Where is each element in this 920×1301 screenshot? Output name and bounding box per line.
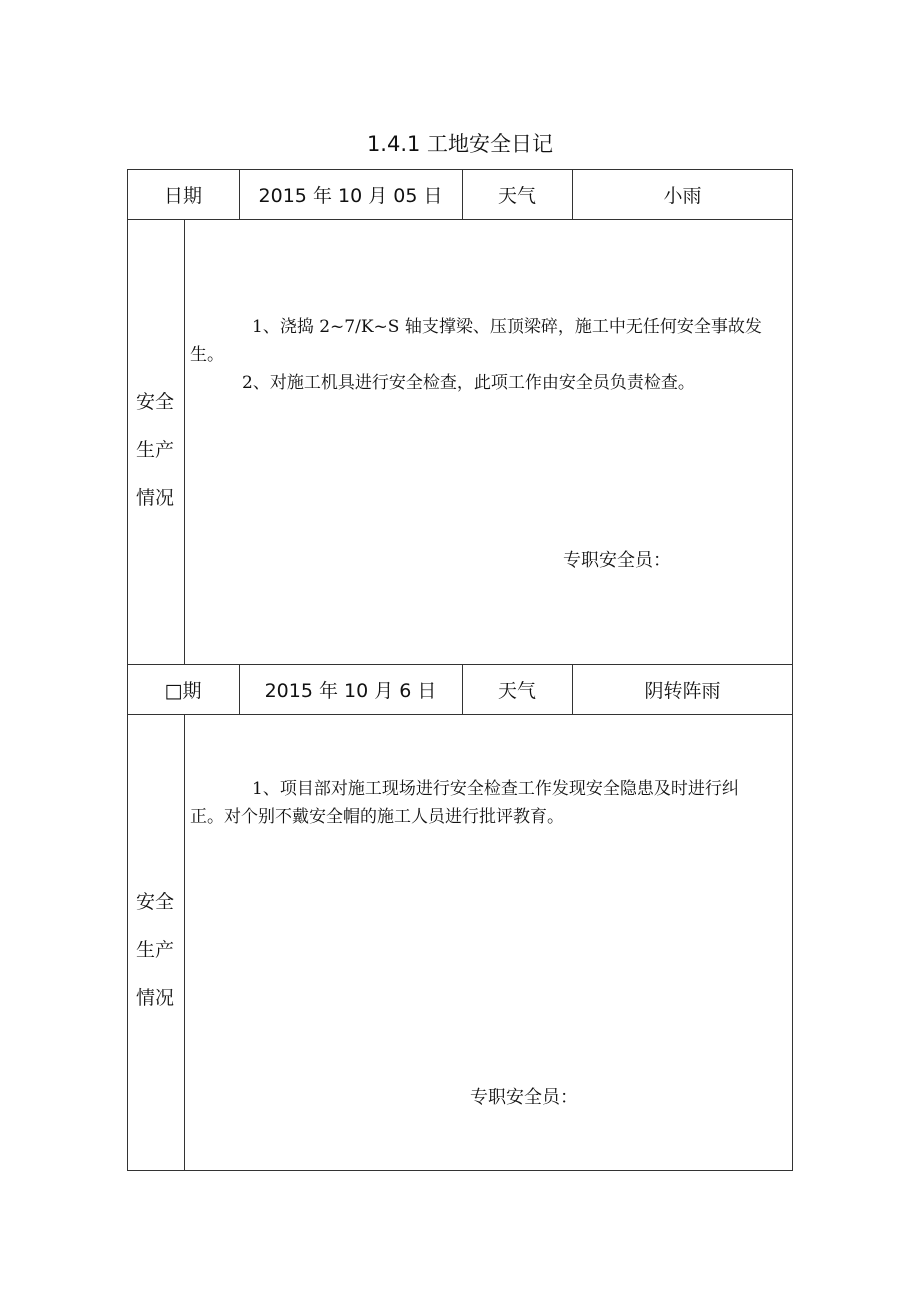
safety-officer-signature: 专职安全员： bbox=[470, 1087, 578, 1108]
content-line: 生。 bbox=[190, 345, 224, 365]
section-label-line: 生产 bbox=[135, 939, 174, 961]
row-divider bbox=[127, 714, 793, 715]
content-line: 2、对施工机具进行安全检查，此项工作由安全员负责检查。 bbox=[242, 373, 695, 393]
weather-label: 天气 bbox=[497, 679, 536, 702]
weather-label: 天气 bbox=[497, 184, 536, 207]
row-divider bbox=[127, 219, 793, 220]
col-divider bbox=[184, 714, 185, 1171]
date-value: 2015 年 10 月 6 日 bbox=[264, 679, 437, 702]
date-value: 2015 年 10 月 05 日 bbox=[258, 184, 443, 207]
section-label-line: 生产 bbox=[135, 439, 174, 461]
weather-value: 阴转阵雨 bbox=[644, 679, 721, 702]
section-label bbox=[127, 378, 183, 522]
section-label bbox=[127, 878, 183, 1022]
weather-value: 小雨 bbox=[663, 184, 702, 207]
safety-content bbox=[190, 775, 790, 831]
content-line: 1、项目部对施工现场进行安全检查工作发现安全隐患及时进行纠 bbox=[252, 779, 739, 799]
safety-content bbox=[190, 313, 790, 397]
section-label-line: 情况 bbox=[135, 987, 174, 1009]
safety-officer-signature: 专职安全员： bbox=[563, 550, 671, 571]
date-label: 日期 bbox=[163, 184, 202, 207]
content-line: 正。对个别不戴安全帽的施工人员进行批评教育。 bbox=[190, 807, 564, 827]
page-title: 1.4.1 工地安全日记 bbox=[366, 132, 554, 156]
col-divider bbox=[184, 219, 185, 664]
date-label: □期 bbox=[164, 679, 202, 702]
section-label-line: 安全 bbox=[135, 891, 174, 913]
content-line: 1、浇捣 2~7/K~S 轴支撑梁、压顶梁碎，施工中无任何安全事故发 bbox=[252, 317, 762, 337]
section-label-line: 情况 bbox=[135, 487, 174, 509]
section-label-line: 安全 bbox=[135, 391, 174, 413]
